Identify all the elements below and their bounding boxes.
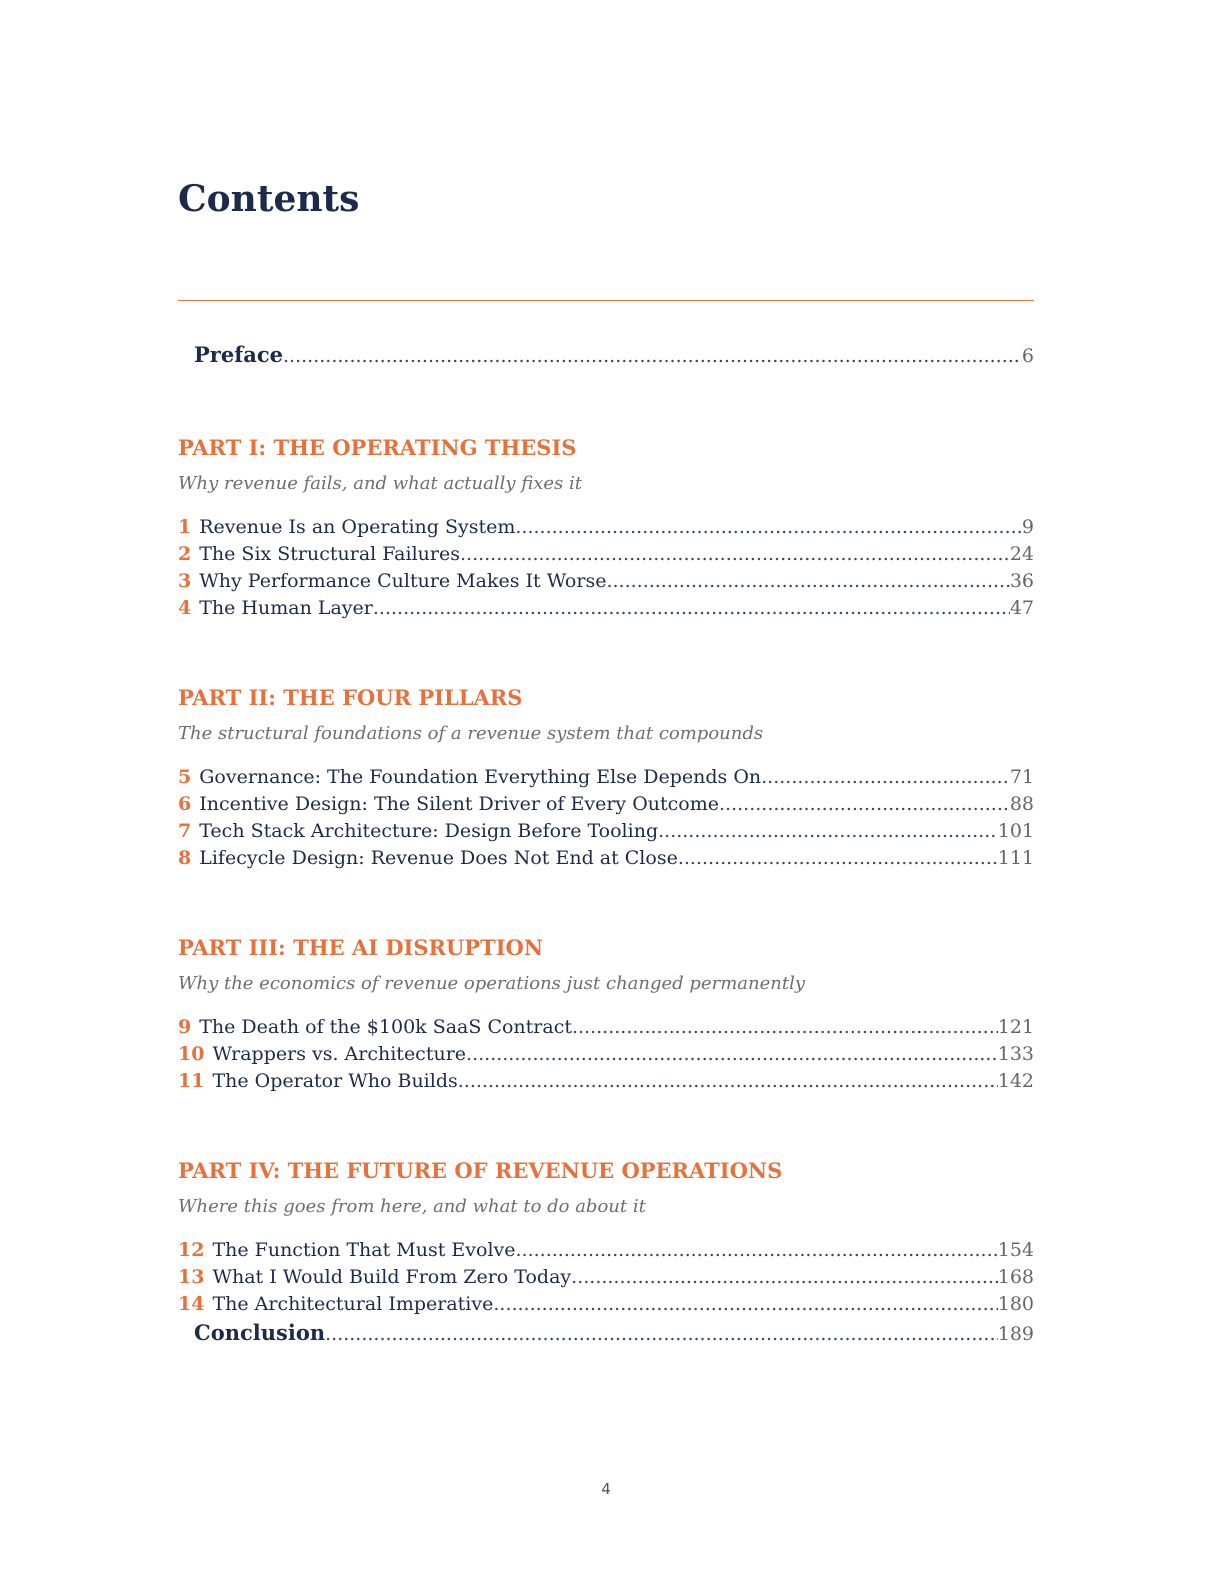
page-number: 4	[601, 1480, 611, 1498]
page-title: Contents	[178, 178, 360, 220]
dot-leader	[283, 341, 1022, 371]
dot-leader	[373, 595, 1010, 622]
chapter-page: 111	[997, 847, 1034, 869]
chapter-page: 24	[1009, 543, 1034, 565]
chapter-title: Incentive Design: The Silent Driver of Every Outcome	[199, 793, 719, 815]
chapter-page: 121	[997, 1016, 1034, 1038]
chapter-page: 101	[997, 820, 1034, 842]
dot-leader	[572, 1014, 998, 1041]
part-subtitle: The structural foundations of a revenue system that compounds	[178, 723, 764, 744]
toc-entry-chapter[interactable]	[178, 568, 1034, 595]
dot-leader	[515, 514, 1022, 541]
dot-leader	[516, 1237, 998, 1264]
chapter-page: 133	[997, 1043, 1034, 1065]
chapter-page: 36	[1009, 570, 1034, 592]
dot-leader	[678, 845, 998, 872]
chapter-number: 14	[178, 1293, 205, 1315]
toc-entry-chapter[interactable]	[178, 1264, 1034, 1291]
chapter-title: Revenue Is an Operating System	[199, 516, 516, 538]
part-subtitle: Why the economics of revenue operations just changed permanently	[178, 973, 805, 994]
chapter-number: 7	[178, 820, 192, 842]
chapter-title: Why Performance Culture Makes It Worse	[199, 570, 607, 592]
chapter-title: The Function That Must Evolve	[212, 1239, 516, 1261]
chapter-title: The Operator Who Builds	[212, 1070, 458, 1092]
chapter-title: Wrappers vs. Architecture	[212, 1043, 467, 1065]
chapter-title: The Human Layer	[199, 597, 373, 619]
toc-entry-chapter[interactable]	[178, 595, 1034, 622]
chapter-number: 4	[178, 597, 192, 619]
part-title: PART IV: THE FUTURE OF REVENUE OPERATIONS	[178, 1158, 783, 1183]
toc-entry-label: Preface	[194, 342, 284, 367]
toc-entry-conclusion[interactable]	[178, 1318, 1034, 1348]
chapter-number: 1	[178, 516, 192, 538]
toc-entry-chapter[interactable]	[178, 1014, 1034, 1041]
chapter-page: 180	[997, 1293, 1034, 1315]
chapter-number: 10	[178, 1043, 205, 1065]
chapter-number: 13	[178, 1266, 205, 1288]
title-divider	[178, 300, 1034, 301]
toc-entry-chapter[interactable]	[178, 791, 1034, 818]
dot-leader	[719, 791, 1010, 818]
chapter-page: 142	[997, 1070, 1034, 1092]
chapter-page: 71	[1009, 766, 1034, 788]
chapter-title: The Six Structural Failures	[199, 543, 460, 565]
chapter-title: Governance: The Foundation Everything Else Depends On	[199, 766, 762, 788]
chapter-number: 9	[178, 1016, 192, 1038]
chapter-title: What I Would Build From Zero Today	[212, 1266, 572, 1288]
chapter-page: 168	[997, 1266, 1034, 1288]
toc-entry-preface[interactable]	[178, 340, 1034, 370]
chapter-number: 8	[178, 847, 192, 869]
part-title: PART II: THE FOUR PILLARS	[178, 685, 523, 710]
chapter-title: The Death of the $100k SaaS Contract	[199, 1016, 572, 1038]
dot-leader	[761, 764, 1010, 791]
chapter-title: Lifecycle Design: Revenue Does Not End at Close	[199, 847, 678, 869]
chapter-number: 3	[178, 570, 192, 592]
dot-leader	[458, 1068, 998, 1095]
chapter-page: 88	[1009, 793, 1034, 815]
toc-entry-chapter[interactable]	[178, 1041, 1034, 1068]
chapter-number: 11	[178, 1070, 205, 1092]
chapter-page: 154	[997, 1239, 1034, 1261]
chapter-number: 5	[178, 766, 192, 788]
toc-entry-page: 189	[997, 1323, 1034, 1345]
chapter-number: 2	[178, 543, 192, 565]
part-subtitle: Where this goes from here, and what to do about it	[178, 1196, 646, 1217]
part-title: PART III: THE AI DISRUPTION	[178, 935, 544, 960]
chapter-title: The Architectural Imperative	[212, 1293, 494, 1315]
chapter-page: 9	[1021, 516, 1034, 538]
dot-leader	[606, 568, 1009, 595]
dot-leader	[493, 1291, 997, 1318]
part-title: PART I: THE OPERATING THESIS	[178, 435, 577, 460]
dot-leader	[571, 1264, 998, 1291]
toc-entry-chapter[interactable]	[178, 1068, 1034, 1095]
toc-entry-chapter[interactable]	[178, 514, 1034, 541]
dot-leader	[460, 541, 1010, 568]
toc-entry-page: 6	[1021, 345, 1034, 367]
toc-entry-chapter[interactable]	[178, 1291, 1034, 1318]
part-subtitle: Why revenue fails, and what actually fixes it	[178, 473, 582, 494]
toc-entry-chapter[interactable]	[178, 1237, 1034, 1264]
dot-leader	[466, 1041, 998, 1068]
chapter-page: 47	[1009, 597, 1034, 619]
dot-leader	[325, 1319, 998, 1349]
dot-leader	[658, 818, 998, 845]
toc-entry-chapter[interactable]	[178, 764, 1034, 791]
chapter-number: 6	[178, 793, 192, 815]
chapter-number: 12	[178, 1239, 205, 1261]
toc-entry-chapter[interactable]	[178, 541, 1034, 568]
toc-entry-chapter[interactable]	[178, 818, 1034, 845]
toc-entry-chapter[interactable]	[178, 845, 1034, 872]
chapter-title: Tech Stack Architecture: Design Before Tooling	[199, 820, 659, 842]
toc-entry-label: Conclusion	[194, 1320, 326, 1345]
